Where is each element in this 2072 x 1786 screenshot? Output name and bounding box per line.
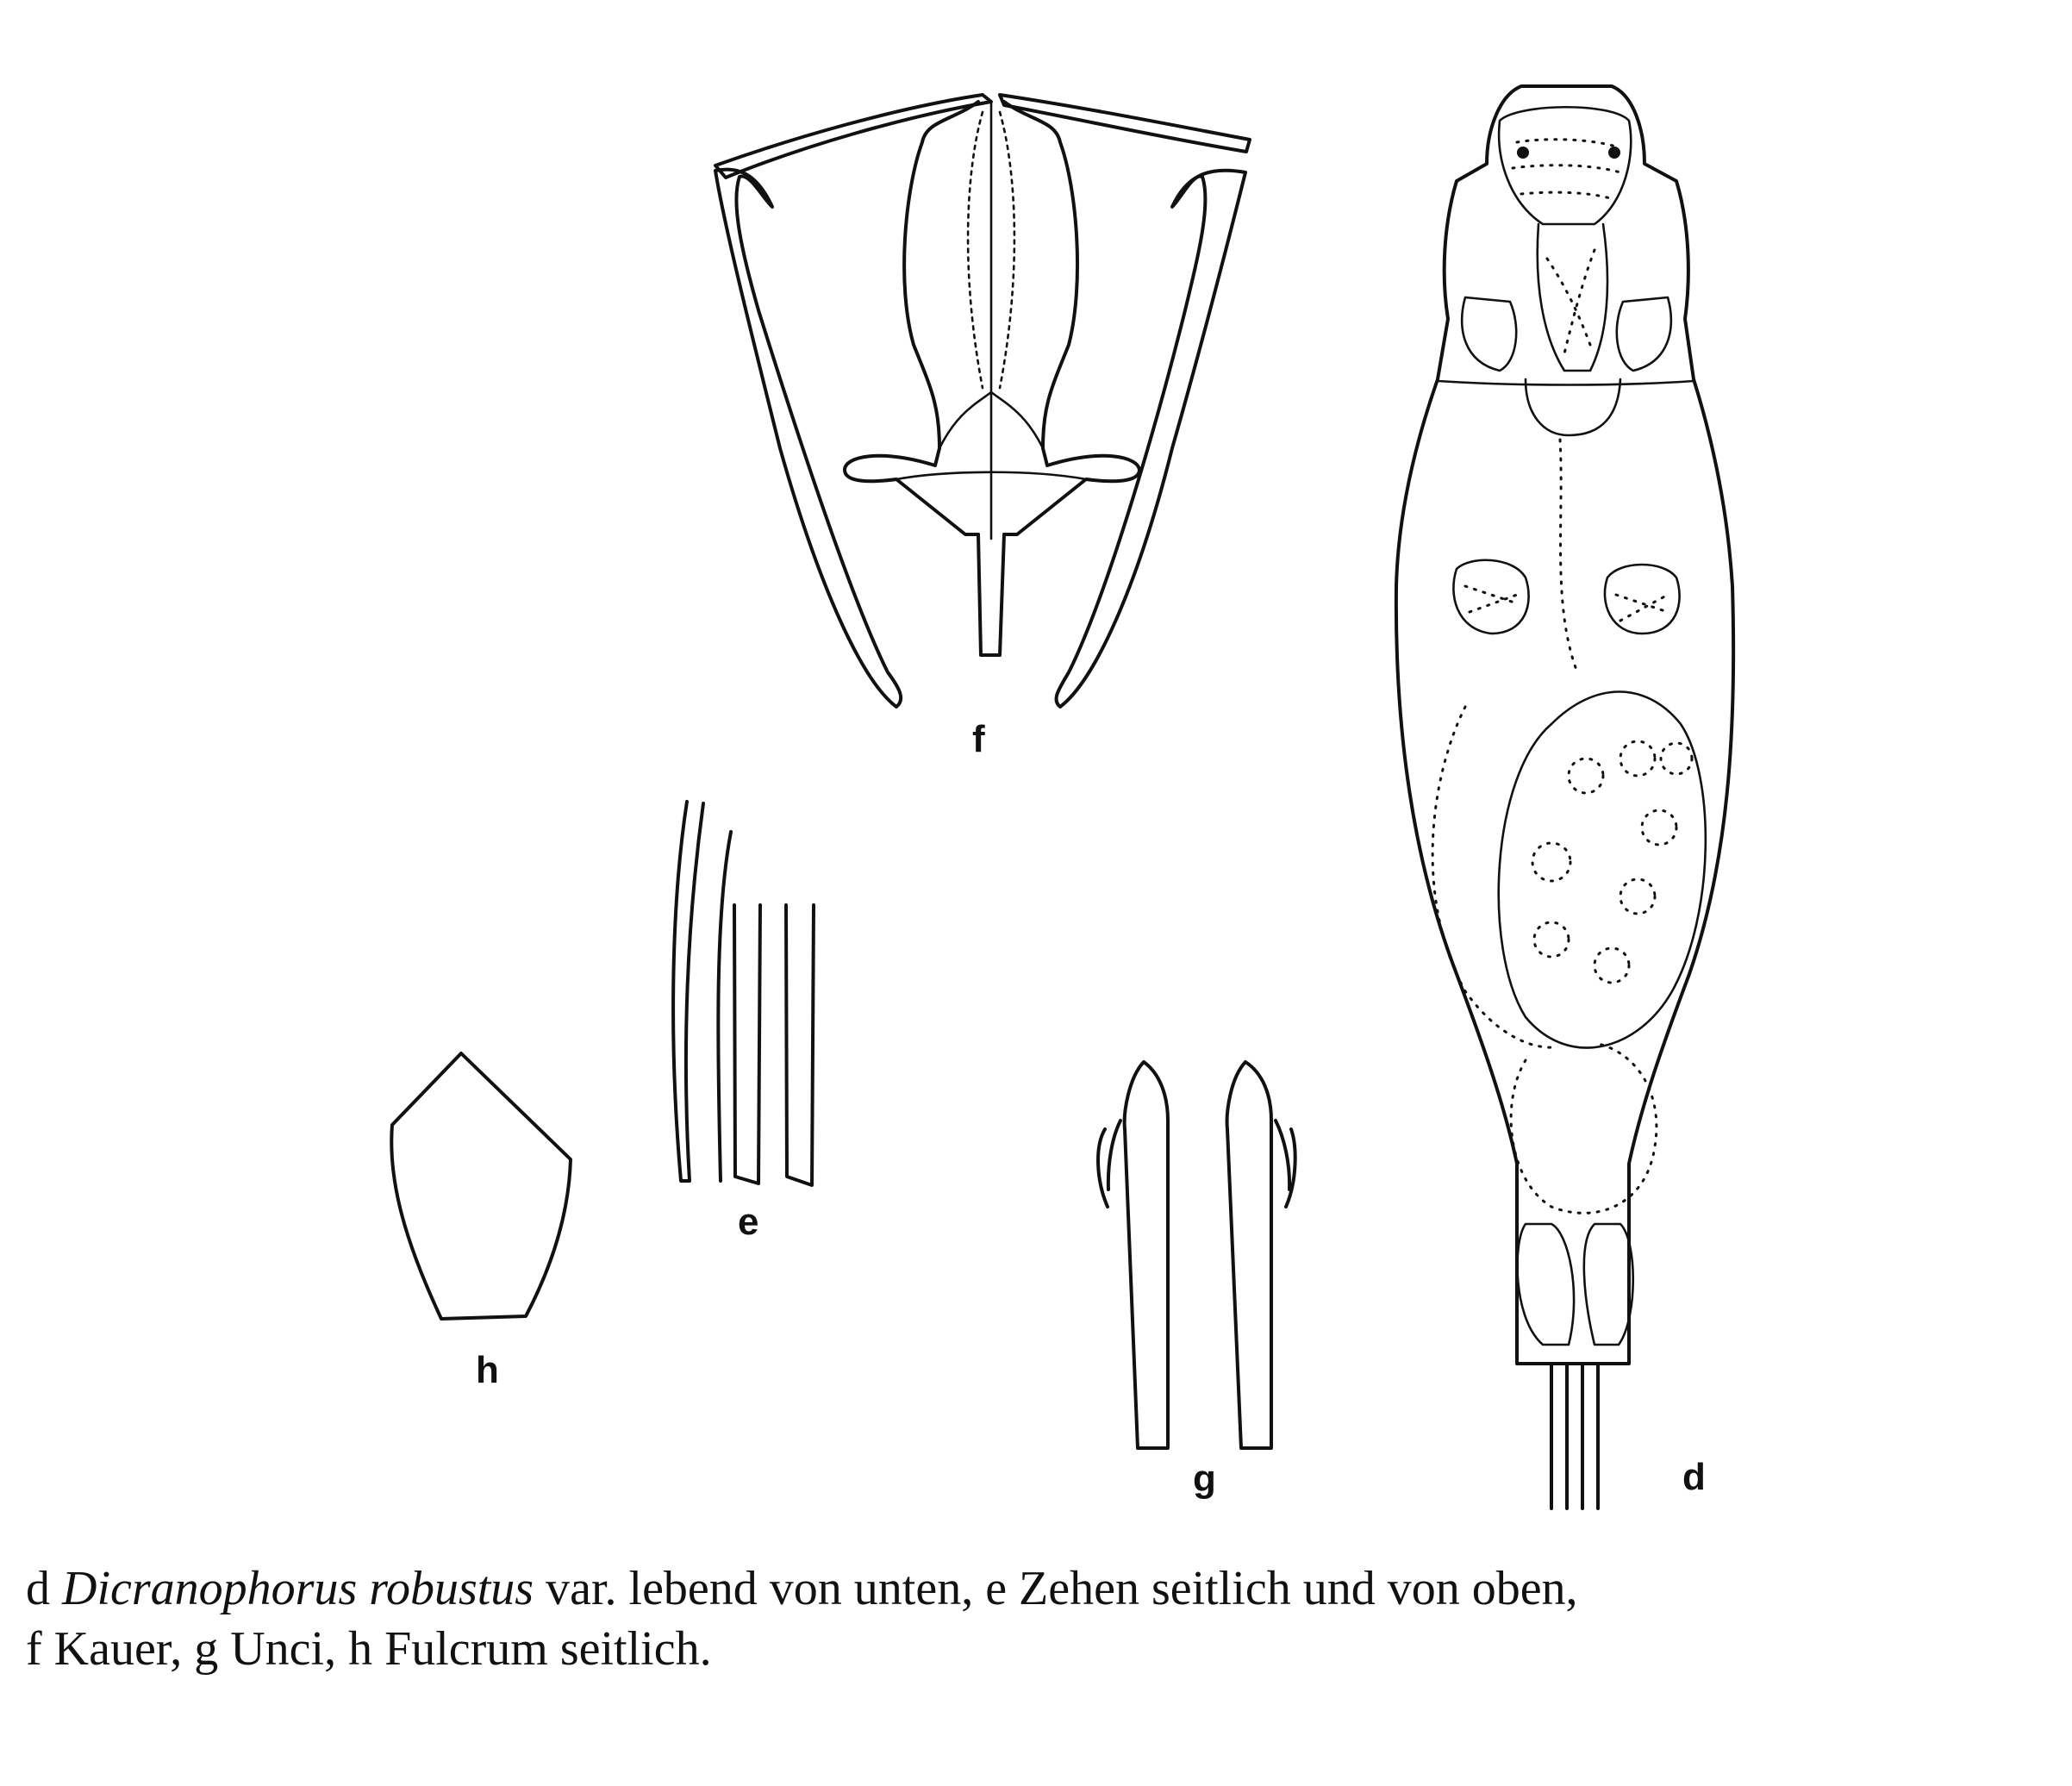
eyespot-left-icon	[1517, 147, 1529, 159]
figure-caption	[26, 1558, 2051, 1679]
panel-h-fulcrum-drawing	[391, 1053, 571, 1391]
caption-line-1	[26, 1558, 2051, 1619]
caption-line1-pre: d	[26, 1562, 62, 1615]
caption-species-name: Dicranophorus robustus	[62, 1562, 534, 1615]
panel-f-kauer-drawing	[715, 95, 1250, 760]
panel-e-zehen-drawing	[673, 802, 814, 1243]
caption-line1-post: var. lebend von unten, e Zehen seitlich und von oben,	[534, 1562, 1578, 1615]
panel-d-animal-drawing	[1396, 86, 1733, 1508]
panel-d-label: d	[1682, 1456, 1706, 1498]
panel-h-label: h	[476, 1349, 499, 1391]
panel-e-label: e	[738, 1201, 759, 1243]
panel-g-label: g	[1193, 1458, 1216, 1500]
panel-g-unci-drawing	[1098, 1062, 1295, 1500]
panel-f-label: f	[972, 718, 985, 760]
caption-line-2: f Kauer, g Unci, h Fulcrum seitlich.	[26, 1622, 712, 1676]
eyespot-right-icon	[1608, 147, 1620, 159]
